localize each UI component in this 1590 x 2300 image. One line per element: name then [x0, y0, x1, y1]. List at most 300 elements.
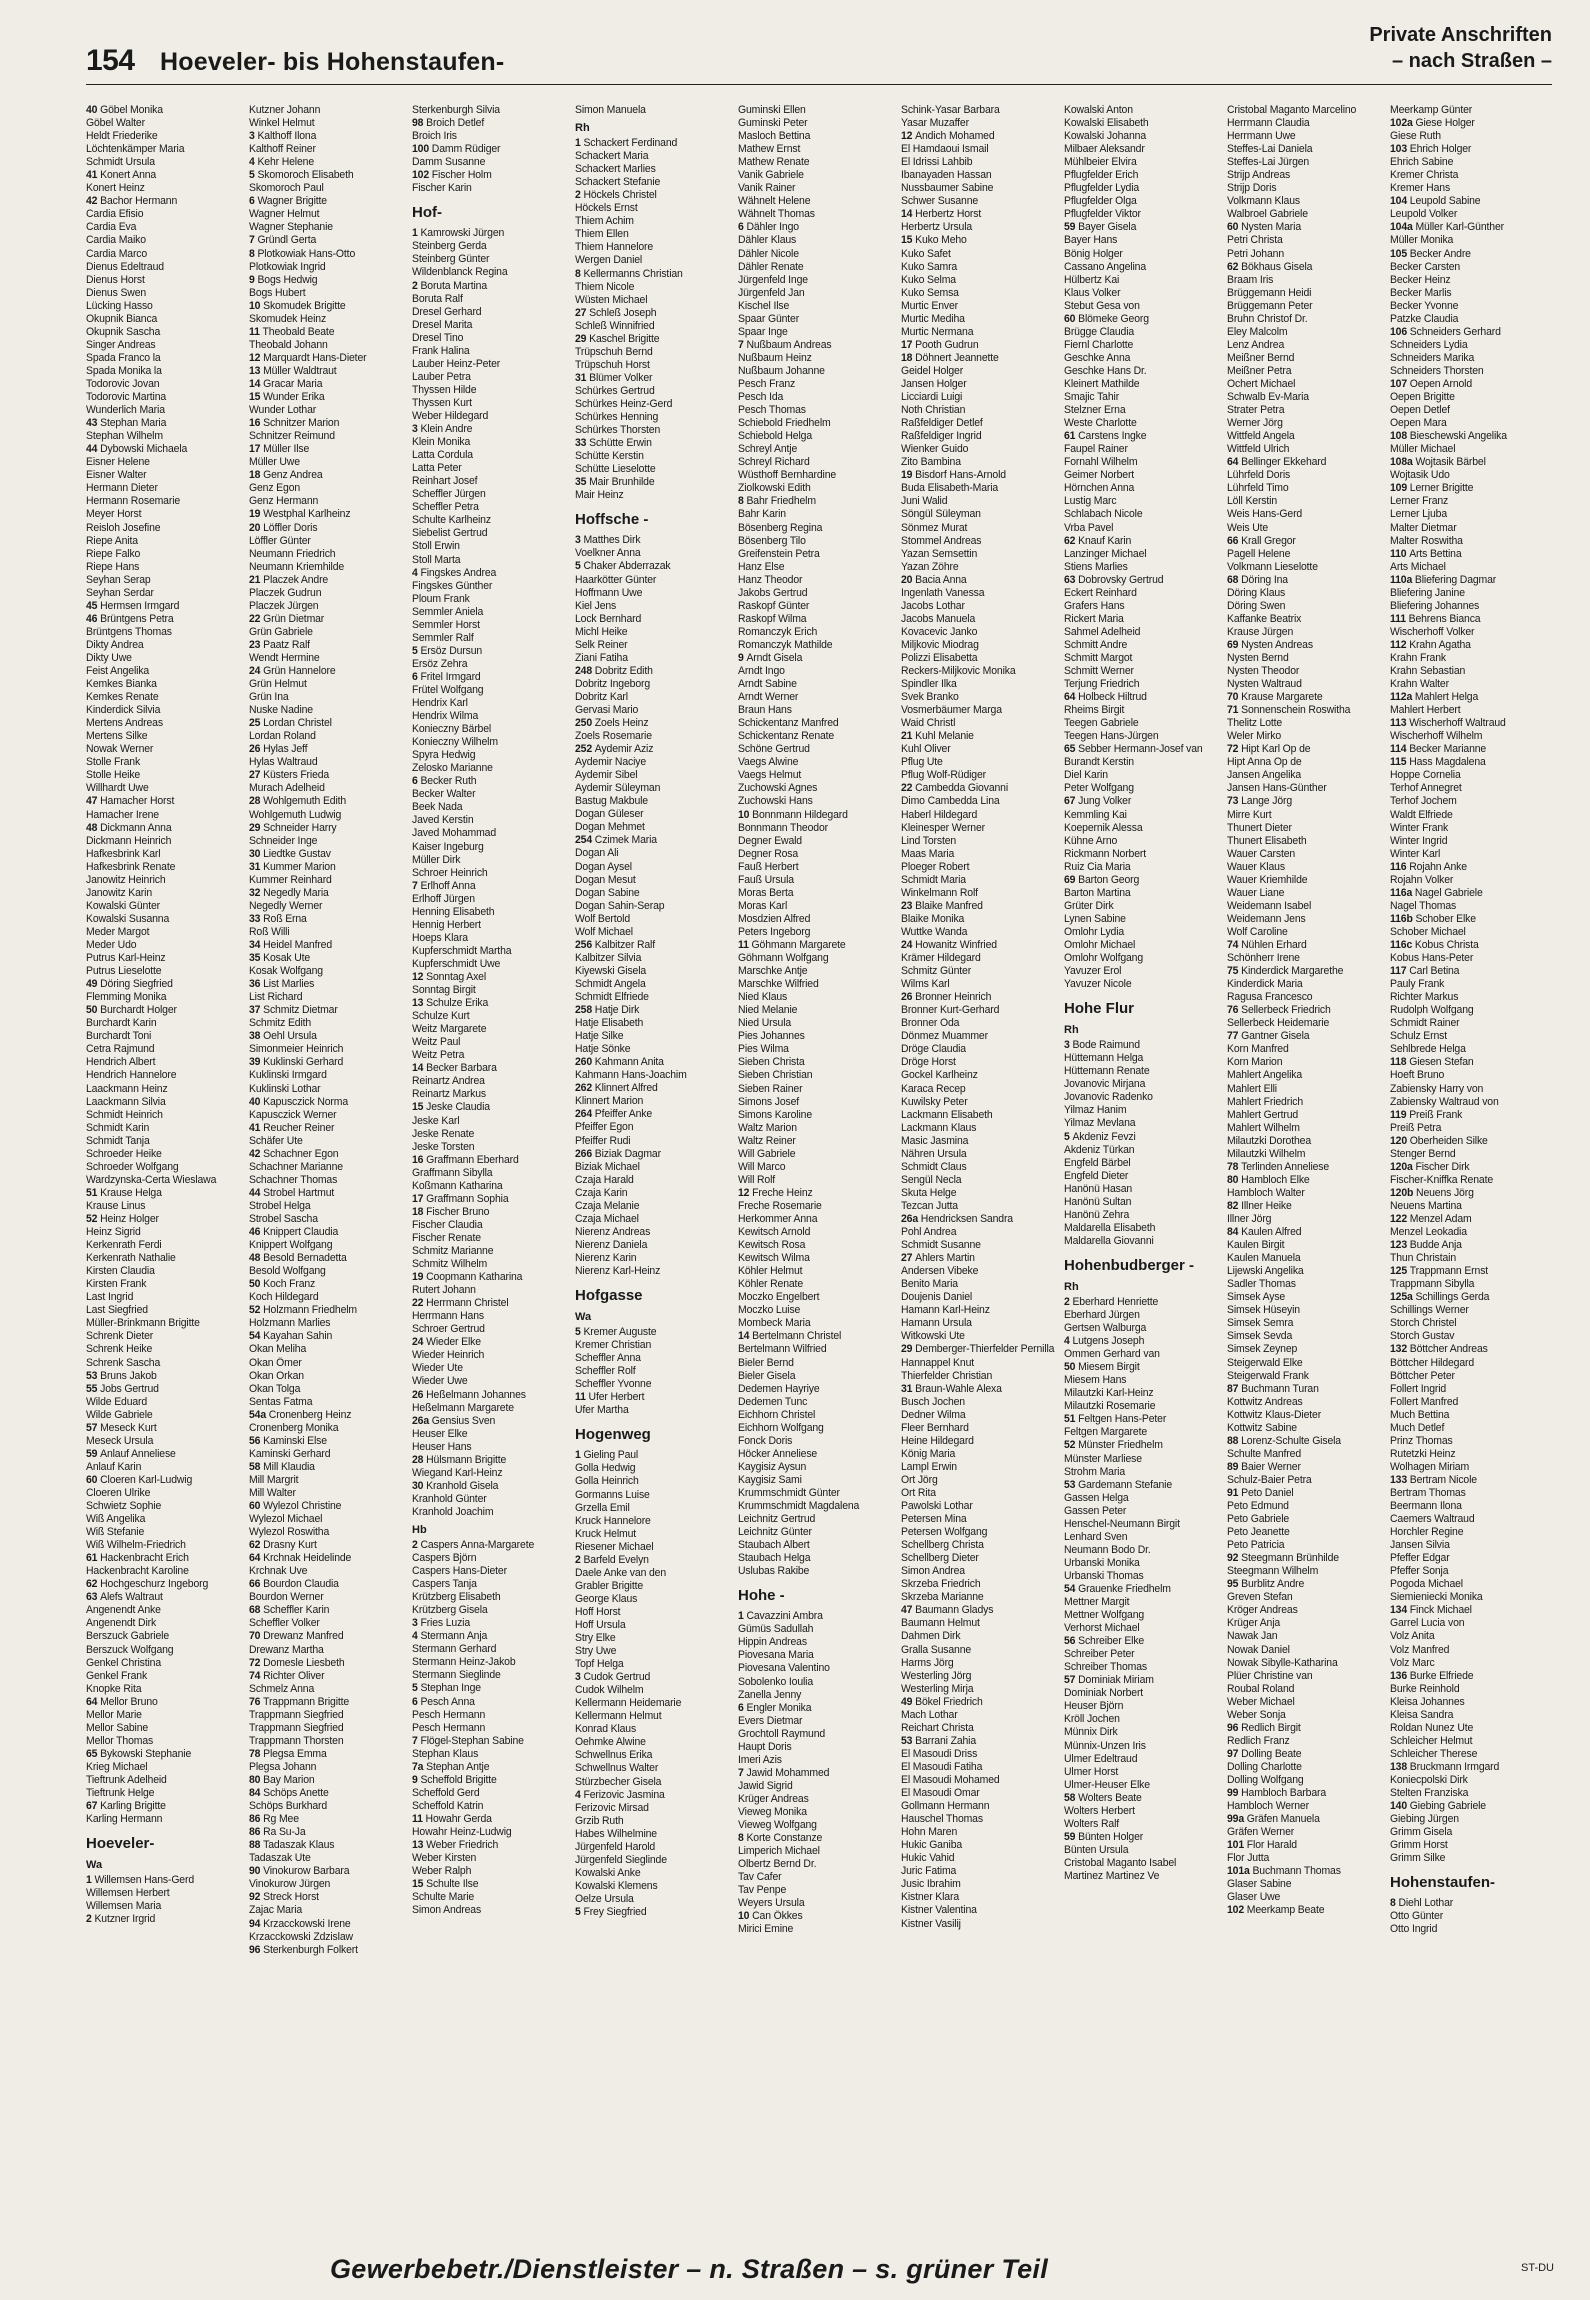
resident-name: Oehl Ursula	[263, 1030, 317, 1043]
resident-entry	[901, 1604, 1062, 1617]
resident-entry	[901, 104, 1062, 117]
resident-entry	[1390, 1839, 1551, 1852]
house-number: 1	[86, 1874, 95, 1887]
resident-name: Demberger-Thierfelder Pernilla	[915, 1343, 1055, 1356]
resident-entry	[249, 1461, 410, 1474]
resident-name: Schmitt Werner	[1064, 665, 1134, 678]
house-number: 28	[412, 1453, 427, 1466]
resident-name: Pesch Ida	[738, 391, 784, 404]
resident-entry	[901, 822, 1062, 835]
resident-entry	[738, 195, 899, 208]
resident-entry	[1390, 795, 1551, 808]
resident-name: Meyer Horst	[86, 508, 142, 521]
resident-entry	[575, 1135, 736, 1148]
house-number: 1	[738, 1610, 747, 1623]
resident-entry	[575, 704, 736, 717]
resident-name: Janowitz Karin	[86, 886, 152, 899]
resident-entry	[901, 1122, 1062, 1135]
resident-entry	[86, 704, 247, 717]
house-number: 3	[1064, 1039, 1073, 1052]
resident-name: Kewitsch Rosa	[738, 1239, 806, 1252]
resident-entry	[249, 1017, 410, 1030]
resident-name: Krützberg Elisabeth	[412, 1591, 501, 1604]
resident-entry	[249, 769, 410, 782]
resident-entry	[412, 1271, 573, 1284]
resident-name: Meißner Petra	[1227, 364, 1292, 377]
resident-entry	[249, 1409, 410, 1422]
resident-name: Okan Tolga	[249, 1382, 301, 1395]
resident-entry	[1064, 1844, 1225, 1857]
resident-name: Mahlert Herbert	[1390, 704, 1461, 717]
resident-name: Nussbaumer Sabine	[901, 182, 994, 195]
house-number: 6	[412, 775, 421, 788]
directory-column	[901, 104, 1064, 2244]
resident-entry	[249, 1670, 410, 1683]
resident-name: Simon Andrea	[901, 1565, 965, 1578]
resident-entry	[575, 730, 736, 743]
resident-name: Werner Jörg	[1227, 417, 1283, 430]
resident-entry	[575, 834, 736, 847]
resident-name: Olbertz Bernd Dr.	[738, 1858, 817, 1871]
resident-entry	[1227, 195, 1388, 208]
resident-name: Semmler Ralf	[412, 631, 474, 644]
resident-name: Münster Friedhelm	[1078, 1439, 1163, 1452]
resident-name: Gralla Susanne	[901, 1643, 972, 1656]
resident-entry	[412, 1389, 573, 1402]
resident-name: Köhler Helmut	[738, 1265, 803, 1278]
resident-name: Anlauf Karin	[86, 1460, 142, 1473]
resident-name: Schmidt Ursula	[86, 156, 155, 169]
resident-name: Fischer Renate	[412, 1231, 481, 1244]
resident-entry	[901, 613, 1062, 626]
resident-name: Bökel Friedrich	[915, 1695, 983, 1708]
resident-name: Stoll Erwin	[412, 540, 460, 553]
resident-entry	[412, 410, 573, 423]
resident-name: Jürgenfeld Inge	[738, 273, 808, 286]
resident-entry	[249, 704, 410, 717]
resident-entry	[86, 508, 247, 521]
resident-entry	[575, 926, 736, 939]
resident-entry	[1064, 300, 1225, 313]
resident-entry	[738, 535, 899, 548]
resident-entry	[575, 1828, 736, 1841]
resident-entry	[738, 1897, 899, 1910]
resident-name: Kutzner Johann	[249, 104, 321, 116]
resident-entry	[412, 1349, 573, 1362]
resident-name: Gormanns Luise	[575, 1488, 650, 1501]
resident-entry	[901, 1435, 1062, 1448]
resident-entry	[412, 554, 573, 567]
resident-entry	[412, 1813, 573, 1826]
resident-name: Schneiders Thorsten	[1390, 364, 1484, 377]
resident-name: Kranhold Günter	[412, 1492, 487, 1505]
resident-entry	[901, 1370, 1062, 1383]
resident-name: Gensius Sven	[431, 1414, 496, 1427]
resident-name: Spindler Ilka	[901, 678, 957, 691]
resident-name: Hendricksen Sandra	[920, 1212, 1013, 1225]
resident-entry	[575, 450, 736, 463]
resident-entry	[249, 469, 410, 482]
resident-entry	[86, 1239, 247, 1252]
resident-entry	[1064, 835, 1225, 848]
resident-name: Stiens Marlies	[1064, 560, 1128, 573]
resident-name: Scheffler Volker	[249, 1617, 320, 1630]
resident-name: Nierenz Daniela	[575, 1238, 648, 1251]
resident-entry	[86, 665, 247, 678]
resident-entry	[738, 339, 899, 352]
resident-name: Dönmez Muammer	[901, 1030, 988, 1043]
resident-name: Hoppe Cornelia	[1390, 769, 1461, 782]
resident-name: Sadler Thomas	[1227, 1278, 1296, 1291]
resident-name: Maas Maria	[901, 847, 955, 860]
resident-entry	[575, 613, 736, 626]
resident-name: Schreiber Elke	[1078, 1635, 1145, 1648]
resident-name: Kalbitzer Ralf	[594, 938, 655, 951]
resident-entry	[738, 1526, 899, 1539]
resident-entry	[1064, 1609, 1225, 1622]
resident-name: Wojtasik Udo	[1390, 469, 1450, 482]
resident-name: Strijp Doris	[1227, 182, 1277, 195]
resident-name: Yavuzer Erol	[1064, 965, 1122, 978]
resident-name: Dähler Ingo	[746, 221, 799, 234]
resident-name: Reinartz Markus	[412, 1088, 486, 1101]
resident-name: Kremer Christa	[1390, 169, 1459, 182]
resident-name: Pesch Hermann	[412, 1708, 486, 1721]
resident-name: Giesen Stefan	[1409, 1056, 1474, 1069]
resident-entry	[901, 1865, 1062, 1878]
resident-name: Krause Helga	[100, 1186, 162, 1199]
house-number: 61	[1064, 430, 1079, 443]
resident-entry	[86, 1161, 247, 1174]
resident-name: Schiebold Helga	[738, 430, 813, 443]
resident-entry	[1064, 548, 1225, 561]
resident-entry	[575, 1489, 736, 1502]
resident-entry	[1227, 1500, 1388, 1513]
resident-entry	[738, 1662, 899, 1675]
resident-entry	[1064, 965, 1225, 978]
resident-entry	[1390, 978, 1551, 991]
resident-name: Jovanovic Radenko	[1064, 1091, 1153, 1104]
resident-name: Kaiser Ingeburg	[412, 840, 484, 853]
resident-name: Kehr Helene	[257, 156, 315, 169]
resident-entry	[412, 619, 573, 632]
resident-name: Fischer-Kniffka Renate	[1390, 1173, 1494, 1186]
resident-name: Winter Ingrid	[1390, 834, 1448, 847]
resident-entry	[1390, 1135, 1551, 1148]
resident-name: Heidel Manfred	[263, 939, 333, 951]
resident-name: Hendrix Karl	[412, 697, 468, 710]
resident-entry	[1227, 1435, 1388, 1448]
resident-entry	[738, 378, 899, 391]
resident-entry	[738, 639, 899, 652]
resident-name: Pesch Anna	[420, 1695, 475, 1708]
street-heading: Hofgasse	[575, 1287, 643, 1305]
resident-entry	[86, 1513, 247, 1526]
resident-name: Bruns Jakob	[100, 1369, 157, 1382]
resident-name: Knauf Karin	[1078, 534, 1132, 547]
resident-entry	[1390, 1017, 1551, 1030]
house-number: 108a	[1390, 456, 1416, 469]
resident-entry	[1227, 1148, 1388, 1161]
resident-name: Barton Georg	[1078, 873, 1140, 886]
house-number: 51	[1064, 1413, 1079, 1426]
resident-entry	[249, 574, 410, 587]
resident-entry	[1390, 665, 1551, 678]
resident-name: Burblitz Andre	[1241, 1578, 1305, 1591]
resident-name: Mahlert Helga	[1414, 691, 1479, 704]
resident-name: Mosdzien Alfred	[738, 912, 811, 925]
resident-entry	[575, 1213, 736, 1226]
resident-name: Kremer Auguste	[583, 1326, 657, 1339]
resident-entry	[1390, 1252, 1551, 1265]
resident-entry	[738, 652, 899, 665]
resident-entry	[901, 835, 1062, 848]
resident-entry	[86, 1474, 247, 1487]
resident-name: Kalbitzer Silvia	[575, 951, 642, 964]
house-number: 51	[86, 1186, 101, 1199]
resident-entry	[901, 313, 1062, 326]
resident-entry	[738, 665, 899, 678]
resident-entry	[1064, 313, 1225, 326]
resident-entry	[738, 365, 899, 378]
house-number: 17	[901, 338, 916, 351]
resident-name: Negedly Maria	[263, 886, 329, 899]
resident-entry	[1390, 1487, 1551, 1500]
house-number: 73	[1227, 795, 1242, 808]
resident-entry	[249, 1617, 410, 1630]
resident-name: Pflugfelder Viktor	[1064, 208, 1141, 221]
resident-name: Fischer Dirk	[1415, 1160, 1470, 1173]
resident-entry	[412, 293, 573, 306]
resident-name: Nied Ursula	[738, 1017, 792, 1030]
resident-name: Geimer Norbert	[1064, 469, 1135, 482]
resident-entry	[738, 548, 899, 561]
resident-entry	[575, 978, 736, 991]
resident-name: Simon Andreas	[412, 1904, 482, 1917]
resident-name: Nierenz Andreas	[575, 1225, 651, 1238]
resident-name: Fauß Herbert	[738, 860, 799, 873]
resident-name: Becker Barbara	[426, 1062, 497, 1075]
house-number: 47	[901, 1604, 916, 1617]
resident-entry	[575, 346, 736, 359]
resident-name: Andich Mohamed	[915, 130, 995, 143]
resident-name: Müller Ilse	[263, 443, 310, 456]
resident-entry	[1064, 508, 1225, 521]
house-number: 68	[249, 1604, 264, 1617]
resident-entry	[412, 1800, 573, 1813]
resident-name: Müller Uwe	[249, 456, 300, 469]
resident-name: Gertsen Walburga	[1064, 1322, 1147, 1335]
resident-name: Fingskes Günther	[412, 579, 493, 592]
house-number: 92	[1227, 1552, 1242, 1565]
resident-entry	[901, 443, 1062, 456]
resident-name: Voelkner Anna	[575, 547, 641, 560]
resident-entry	[249, 443, 410, 456]
house-number: 6	[738, 1701, 747, 1714]
resident-entry	[901, 769, 1062, 782]
resident-name: Kleisa Johannes	[1390, 1695, 1465, 1708]
resident-name: Weber Friedrich	[426, 1839, 499, 1852]
resident-entry	[901, 1343, 1062, 1356]
house-number: 6	[738, 221, 747, 234]
resident-name: Bertelmann Christel	[752, 1330, 842, 1343]
resident-entry	[1064, 600, 1225, 613]
house-number: 116b	[1390, 912, 1416, 925]
resident-name: Dresel Marita	[412, 318, 473, 331]
resident-entry	[575, 1893, 736, 1906]
house-number: 43	[86, 417, 101, 430]
resident-entry	[575, 1391, 736, 1404]
resident-name: Moras Berta	[738, 886, 794, 899]
house-number: 4	[249, 156, 258, 169]
resident-entry	[1064, 652, 1225, 665]
resident-name: Pfeffer Edgar	[1390, 1552, 1450, 1565]
resident-entry	[412, 1852, 573, 1865]
resident-name: Tav Cafer	[738, 1871, 782, 1884]
resident-entry	[86, 1109, 247, 1122]
resident-name: Dogan Ali	[575, 847, 619, 860]
resident-name: Blaike Manfred	[915, 899, 983, 912]
resident-entry	[1390, 1800, 1551, 1813]
resident-entry	[901, 1017, 1062, 1030]
resident-entry	[1064, 1235, 1225, 1248]
resident-name: Kaulen Manuela	[1227, 1252, 1301, 1265]
resident-name: Wieder Elke	[426, 1336, 481, 1349]
resident-name: Cambedda Giovanni	[915, 782, 1009, 795]
resident-entry	[738, 182, 899, 195]
resident-name: Maldarella Elisabeth	[1064, 1221, 1156, 1234]
resident-entry	[1064, 1753, 1225, 1766]
resident-entry	[249, 1239, 410, 1252]
resident-name: Dahmen Dirk	[901, 1630, 961, 1643]
resident-entry	[901, 900, 1062, 913]
resident-name: Scheffold Gerd	[412, 1786, 480, 1799]
resident-name: Dolling Beate	[1241, 1747, 1302, 1760]
resident-name: Singer Andreas	[86, 338, 156, 351]
resident-name: Bahr Friedhelm	[746, 495, 816, 508]
resident-name: Sonntag Axel	[426, 971, 487, 983]
house-number: 67	[86, 1800, 101, 1813]
resident-entry	[575, 1043, 736, 1056]
resident-entry	[86, 130, 247, 143]
resident-entry	[901, 495, 1062, 508]
resident-entry	[1227, 117, 1388, 130]
resident-name: Ufer Herbert	[588, 1391, 645, 1404]
resident-entry	[1390, 1122, 1551, 1135]
house-number: 35	[575, 476, 590, 489]
resident-entry	[1390, 1383, 1551, 1396]
resident-name: Klaus Volker	[1064, 286, 1121, 299]
resident-name: Omlohr Wolfgang	[1064, 952, 1144, 965]
resident-name: Habes Wilhelmine	[575, 1827, 657, 1840]
resident-entry	[901, 848, 1062, 861]
resident-entry	[1227, 1278, 1388, 1291]
resident-entry	[901, 1317, 1062, 1330]
resident-entry	[1227, 1174, 1388, 1187]
resident-name: Volz Manfred	[1390, 1643, 1450, 1656]
resident-name: Weber Michael	[1227, 1695, 1295, 1708]
resident-name: Thiem Nicole	[575, 280, 635, 293]
house-number: 17	[412, 1192, 427, 1205]
resident-name: Flemming Monika	[86, 991, 167, 1004]
resident-entry	[1227, 1422, 1388, 1435]
resident-name: Kaminski Else	[263, 1434, 327, 1447]
resident-entry	[412, 1154, 573, 1167]
resident-entry	[1390, 1500, 1551, 1513]
resident-entry	[1390, 1897, 1551, 1910]
resident-name: Nysten Waltraud	[1227, 678, 1302, 691]
resident-name: Flor Jutta	[1227, 1852, 1270, 1865]
resident-name: Heuser Elke	[412, 1427, 468, 1440]
resident-name: Thunert Dieter	[1227, 821, 1292, 834]
resident-name: Eckert Reinhard	[1064, 586, 1137, 599]
resident-name: Gervasi Mario	[575, 703, 639, 716]
resident-name: Petersen Mina	[901, 1513, 967, 1526]
resident-entry	[1390, 1526, 1551, 1539]
resident-name: Trappmann Siegfried	[249, 1708, 344, 1721]
resident-entry	[575, 821, 736, 834]
resident-entry	[86, 261, 247, 274]
resident-name: Giese Ruth	[1390, 130, 1441, 143]
resident-name: Höckels Christel	[583, 189, 657, 202]
resident-name: Okupnik Bianca	[86, 312, 158, 325]
resident-name: Burandt Kerstin	[1064, 756, 1134, 769]
resident-entry	[738, 965, 899, 978]
resident-name: Cardia Maiko	[86, 234, 146, 247]
resident-name: Bertram Thomas	[1390, 1486, 1466, 1499]
resident-name: Hülsmann Brigitte	[426, 1453, 507, 1466]
house-number: 136	[1390, 1669, 1410, 1682]
resident-name: Geschke Hans Dr.	[1064, 364, 1147, 377]
house-number: 11	[412, 1812, 426, 1825]
resident-name: Thelitz Lotte	[1227, 717, 1283, 730]
house-number: 28	[249, 795, 264, 808]
resident-name: Hamacher Horst	[100, 795, 175, 808]
resident-name: Angenendt Anke	[86, 1604, 161, 1617]
resident-name: Besold Bernadetta	[263, 1252, 347, 1265]
resident-name: Teegen Hans-Jürgen	[1064, 730, 1159, 743]
resident-name: Grochtoll Raymund	[738, 1727, 826, 1740]
resident-name: Latta Cordula	[412, 449, 473, 462]
resident-name: Ibanayaden Hassan	[901, 169, 992, 182]
resident-name: Vinokurow Jürgen	[249, 1878, 331, 1891]
resident-entry	[1064, 1622, 1225, 1635]
resident-entry	[249, 939, 410, 952]
resident-entry	[1064, 756, 1225, 769]
resident-name: Simsek Ayse	[1227, 1291, 1286, 1304]
resident-name: Romanczyk Erich	[738, 625, 818, 638]
resident-entry	[901, 117, 1062, 130]
resident-entry	[575, 1762, 736, 1775]
resident-name: Heinz Holger	[100, 1212, 159, 1225]
house-number: 27	[249, 769, 264, 782]
resident-name: Hukic Vahid	[901, 1852, 955, 1865]
resident-name: Anlauf Anneliese	[100, 1447, 176, 1460]
resident-name: Hendrich Hannelore	[86, 1069, 177, 1082]
resident-entry	[412, 1075, 573, 1088]
page-range-title: Hoeveler- bis Hohenstaufen-	[160, 48, 505, 76]
resident-entry	[1390, 508, 1551, 521]
resident-entry	[901, 1513, 1062, 1526]
resident-entry	[738, 156, 899, 169]
resident-entry	[249, 1787, 410, 1800]
resident-name: Howahr Gerda	[425, 1812, 492, 1825]
resident-entry	[1390, 430, 1551, 443]
resident-entry	[86, 1030, 247, 1043]
resident-entry	[738, 1539, 899, 1552]
resident-entry	[1064, 1531, 1225, 1544]
resident-name: Jeske Claudia	[426, 1101, 490, 1114]
